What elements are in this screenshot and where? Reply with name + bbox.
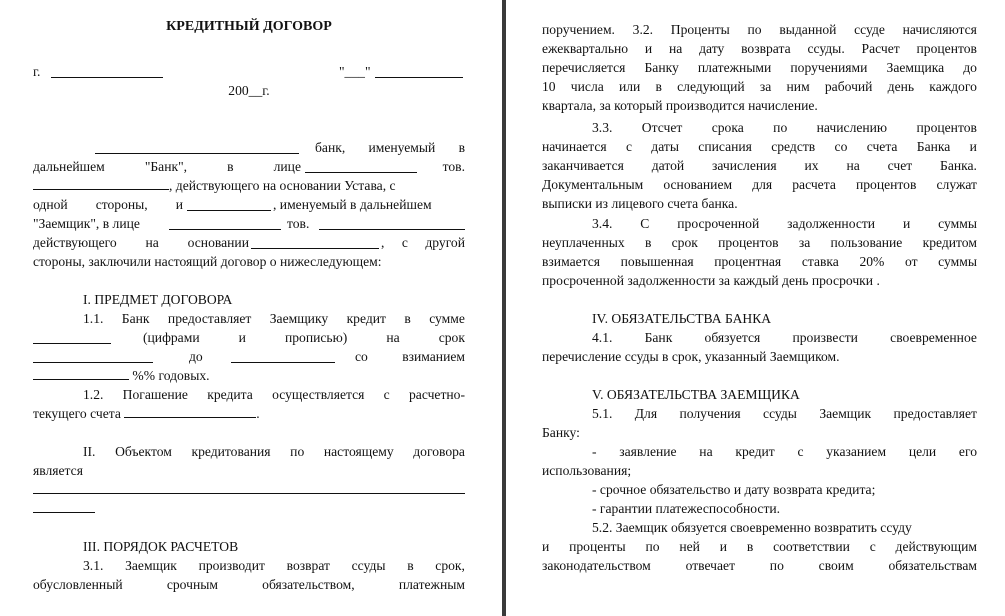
preamble-line-1 [33, 138, 465, 157]
term-blank [33, 349, 153, 363]
p51-line-5: - срочное обязательство и дату возврата кредита; [592, 482, 876, 497]
p11-line-4 [33, 366, 465, 385]
word: дальнейшем [33, 159, 105, 174]
text: , именуемый в дальнейшем [273, 197, 432, 212]
word: начисляются [902, 22, 977, 37]
word: пользование [830, 235, 903, 250]
borrower-blank [187, 197, 271, 211]
word: датой [651, 158, 685, 173]
preamble-line-5 [33, 214, 465, 233]
p11-line-3 [33, 347, 465, 366]
word: задолженности [787, 216, 876, 231]
word: II. [83, 444, 96, 459]
word: процентная [714, 254, 782, 269]
word: ней [679, 539, 700, 554]
word: 5.1. [592, 406, 613, 421]
bank-name-blank [95, 140, 299, 154]
name-blank [33, 176, 169, 190]
amount-blank [33, 330, 111, 344]
word: процентов [855, 177, 917, 192]
word: каждого [929, 79, 977, 94]
word: взиманием [402, 349, 465, 364]
word: в [407, 558, 414, 573]
word: срок [671, 235, 698, 250]
word: суммы [938, 254, 977, 269]
text: "Заемщик", в лице [33, 216, 140, 231]
word: настоящему [323, 444, 394, 459]
basis-blank [251, 235, 379, 249]
word: за [759, 79, 772, 94]
p34-line-4: просроченной задолженности за каждый день просрочки . [542, 273, 880, 288]
word: кредита [207, 387, 253, 402]
word: своевременное [890, 330, 977, 345]
word: даты [651, 139, 679, 154]
section-2-line-2: является [33, 463, 83, 478]
p51-line-3 [542, 442, 977, 461]
word: день [887, 79, 915, 94]
p11-line-2 [33, 328, 465, 347]
word: сумме [429, 311, 465, 326]
word: 3.3. [592, 120, 613, 135]
word: за [798, 235, 811, 250]
word: и [238, 330, 246, 345]
divider-bar [502, 0, 506, 616]
word: в [746, 539, 754, 554]
object-blank [33, 480, 465, 494]
word: числа [570, 79, 604, 94]
word: одной [33, 197, 68, 212]
word: расчета [792, 177, 836, 192]
word: кредитом [922, 235, 977, 250]
word: Объектом [115, 444, 172, 459]
word: "Банк", [144, 159, 188, 174]
word: и [902, 216, 911, 231]
word: возврата [741, 41, 791, 56]
word: на [145, 235, 159, 250]
word: другой [425, 235, 465, 250]
word: поручениями [790, 60, 868, 75]
p12-line-1 [33, 385, 465, 404]
word: осуществляется [272, 387, 365, 402]
word: обусловленный [33, 577, 123, 592]
word: и [644, 41, 653, 56]
word: 4.1. [592, 330, 613, 345]
word: или [618, 79, 641, 94]
word: срочным [166, 577, 218, 592]
word: Банку [644, 60, 679, 75]
r-line-2 [542, 39, 977, 58]
word: на [669, 41, 683, 56]
word: выданной [779, 22, 837, 37]
word: Банк [121, 311, 150, 326]
text: %% годовых. [132, 368, 210, 383]
word: до [189, 349, 203, 364]
word: Документальным [542, 177, 644, 192]
word: счета [866, 139, 898, 154]
year-line: 200__г. [228, 83, 270, 98]
word: расчетно- [408, 387, 465, 402]
word: служат [936, 177, 977, 192]
word: прописью) [284, 330, 348, 345]
r-line-1 [542, 20, 977, 39]
word: процентов [916, 41, 977, 56]
word: с [797, 444, 804, 459]
word: лице [273, 159, 301, 174]
p51-line-2: Банку: [542, 425, 580, 440]
word: рабочий [824, 79, 873, 94]
word: и [719, 539, 728, 554]
word: ссуде [854, 22, 885, 37]
preamble-line-6 [33, 233, 465, 252]
word: Расчет [861, 41, 900, 56]
word: для [752, 177, 773, 192]
section-5-title: V. ОБЯЗАТЕЛЬСТВА ЗАЕМЩИКА [592, 387, 800, 402]
word: платежными [697, 60, 772, 75]
word: ставка [801, 254, 839, 269]
word: на [386, 330, 400, 345]
word: тов. [442, 159, 465, 174]
word: заканчивается [542, 158, 624, 173]
word: дату [699, 41, 725, 56]
word: Банк [644, 330, 673, 345]
word: Для [634, 406, 658, 421]
word: 3.2. [632, 22, 654, 37]
word: 10 [542, 79, 556, 94]
word: со [355, 349, 368, 364]
word: действующего [33, 235, 117, 250]
word: в [655, 79, 662, 94]
p31-line-2 [33, 575, 465, 594]
word: до [963, 60, 977, 75]
p51-line-4: использования; [542, 463, 632, 478]
p34-line-3 [542, 252, 977, 271]
word: со [834, 139, 848, 154]
page-divider [498, 0, 512, 616]
word: получения [679, 406, 741, 421]
p41-line-2: перечисление ссуды в срок, указанный Заемщиком. [542, 349, 840, 364]
p33-line-4 [542, 175, 977, 194]
word: следующий [677, 79, 745, 94]
word: списания [698, 139, 752, 154]
word: действующим [895, 539, 977, 554]
word: в [227, 159, 234, 174]
word: ссуды [351, 558, 386, 573]
p41-line-1 [542, 328, 977, 347]
word: их [804, 158, 819, 173]
p52-line-2 [542, 537, 977, 556]
p33-line-1 [542, 118, 977, 137]
word: на [699, 444, 713, 459]
word: банк, [315, 140, 346, 155]
p33-line-5: выписки из лицевого счета банка. [542, 196, 738, 211]
word: Отсчет [641, 120, 683, 135]
word: его [958, 444, 977, 459]
word: основании [187, 235, 249, 250]
word: С [640, 216, 650, 231]
word: Банка [916, 139, 951, 154]
p33-line-2 [542, 137, 977, 156]
p33-line-3 [542, 156, 977, 175]
word: ним [786, 79, 810, 94]
word: просроченной [677, 216, 760, 231]
word: обязательством, [262, 577, 355, 592]
place-prefix: г. [33, 64, 41, 79]
place-date-line [33, 62, 465, 81]
r-line-3 [542, 58, 977, 77]
object-blank-short [33, 499, 95, 513]
word: и [969, 139, 977, 154]
word: неуплаченных [542, 235, 625, 250]
word: - [592, 444, 597, 459]
date-blank [375, 64, 463, 78]
p51-line-6: - гарантии платежеспособности. [592, 501, 781, 516]
p11-line-1 [33, 309, 465, 328]
p52-line-3 [542, 556, 977, 575]
word: именуемый [368, 140, 436, 155]
text: текущего счета [33, 406, 121, 421]
word: кредит [346, 311, 386, 326]
p12-line-2: текущего счета . [33, 406, 260, 421]
word: произвести [792, 330, 858, 345]
object-blank-line [33, 478, 465, 497]
word: по [747, 22, 762, 37]
word: своим [818, 558, 854, 573]
word: по [773, 120, 788, 135]
rate-blank [33, 366, 129, 380]
p51-line-1 [542, 404, 977, 423]
word: цели [908, 444, 937, 459]
word: 3.4. [592, 216, 613, 231]
preamble-line-7: стороны, заключили настоящий договор о нижеследующем: [33, 254, 382, 269]
word: и [542, 539, 550, 554]
word: процентов [916, 120, 977, 135]
word: зачисления [712, 158, 777, 173]
word: в [644, 235, 652, 250]
date-quote: "___" [339, 64, 371, 79]
word: срока [711, 120, 744, 135]
word: кредит [735, 444, 775, 459]
word: основанием [663, 177, 733, 192]
word: средств [771, 139, 816, 154]
word: начислению [816, 120, 888, 135]
p52-line-1: 5.2. Заемщик обязуется своевременно возвратить ссуду [592, 520, 912, 535]
word: возврат [286, 558, 330, 573]
word: Заемщику [269, 311, 329, 326]
word: начинается [542, 139, 607, 154]
word: и [175, 197, 183, 212]
word: процентов [718, 235, 779, 250]
left-page [0, 0, 498, 616]
word: суммы [938, 216, 977, 231]
word: платежным [398, 577, 465, 592]
word: с [625, 139, 632, 154]
word: с [869, 539, 876, 554]
word: на [846, 158, 860, 173]
word: с [401, 235, 408, 250]
p34-line-1 [542, 214, 977, 233]
section-2-line-1 [33, 442, 465, 461]
word: срок [438, 330, 465, 345]
word: предоставляет [167, 311, 252, 326]
word: взимается [542, 254, 601, 269]
word: по [769, 558, 784, 573]
word: с [383, 387, 390, 402]
word: проценты [569, 539, 626, 554]
word: по [645, 539, 660, 554]
r-line-5: квартала, за который производится начисление. [542, 98, 818, 113]
word: от [904, 254, 918, 269]
word: 1.1. [83, 311, 104, 326]
right-page [512, 0, 1005, 616]
word: стороны, [95, 197, 148, 212]
word: ссуды. [807, 41, 845, 56]
word: в [404, 311, 411, 326]
word: отвечает [685, 558, 736, 573]
word: указанием [826, 444, 887, 459]
word: счет [887, 158, 913, 173]
word: соответствии [773, 539, 850, 554]
date-to-blank [231, 349, 335, 363]
word: , [381, 235, 385, 250]
word: Погашение [122, 387, 188, 402]
representative-blank [305, 159, 417, 173]
section-3-title: III. ПОРЯДОК РАСЧЕТОВ [83, 539, 239, 554]
p31-line-1 [33, 556, 465, 575]
word: по [290, 444, 305, 459]
word: Проценты [670, 22, 730, 37]
word: тов. [287, 216, 310, 231]
word: договора [413, 444, 465, 459]
r-line-4 [542, 77, 977, 96]
preamble-line-4 [33, 195, 465, 214]
p34-line-2 [542, 233, 977, 252]
object-blank-line-2 [33, 497, 465, 516]
word: 1.2. [83, 387, 104, 402]
word: повышенная [620, 254, 694, 269]
word: ежеквартально [542, 41, 629, 56]
text: , действующего на основании Устава, с [169, 178, 396, 193]
word: обязуется [704, 330, 761, 345]
word: законодательством [542, 558, 651, 573]
word: поручением. [542, 22, 615, 37]
word: Заемщика [886, 60, 945, 75]
word: перечисляется [542, 60, 626, 75]
borrower-rep-name-blank [319, 216, 465, 230]
word: (цифрами [143, 330, 200, 345]
word: заявление [619, 444, 677, 459]
borrower-rep-blank [169, 216, 281, 230]
section-1-title: I. ПРЕДМЕТ ДОГОВОРА [83, 292, 233, 307]
account-blank [124, 404, 256, 418]
place-blank [51, 64, 163, 78]
word: 3.1. [83, 558, 104, 573]
word: срок, [435, 558, 465, 573]
word: производит [198, 558, 265, 573]
word: обязательствам [888, 558, 977, 573]
word: кредитования [191, 444, 271, 459]
word: Заемщик [819, 406, 872, 421]
section-4-title: IV. ОБЯЗАТЕЛЬСТВА БАНКА [592, 311, 772, 326]
word: ссуды [763, 406, 797, 421]
word: предоставляет [893, 406, 977, 421]
preamble-line-2 [33, 157, 465, 176]
document-title: КРЕДИТНЫЙ ДОГОВОР [166, 19, 332, 34]
word: Банка. [940, 158, 977, 173]
word: Заемщик [125, 558, 177, 573]
word: в [458, 140, 465, 155]
word: 20% [859, 254, 885, 269]
preamble-line-3 [33, 176, 465, 195]
